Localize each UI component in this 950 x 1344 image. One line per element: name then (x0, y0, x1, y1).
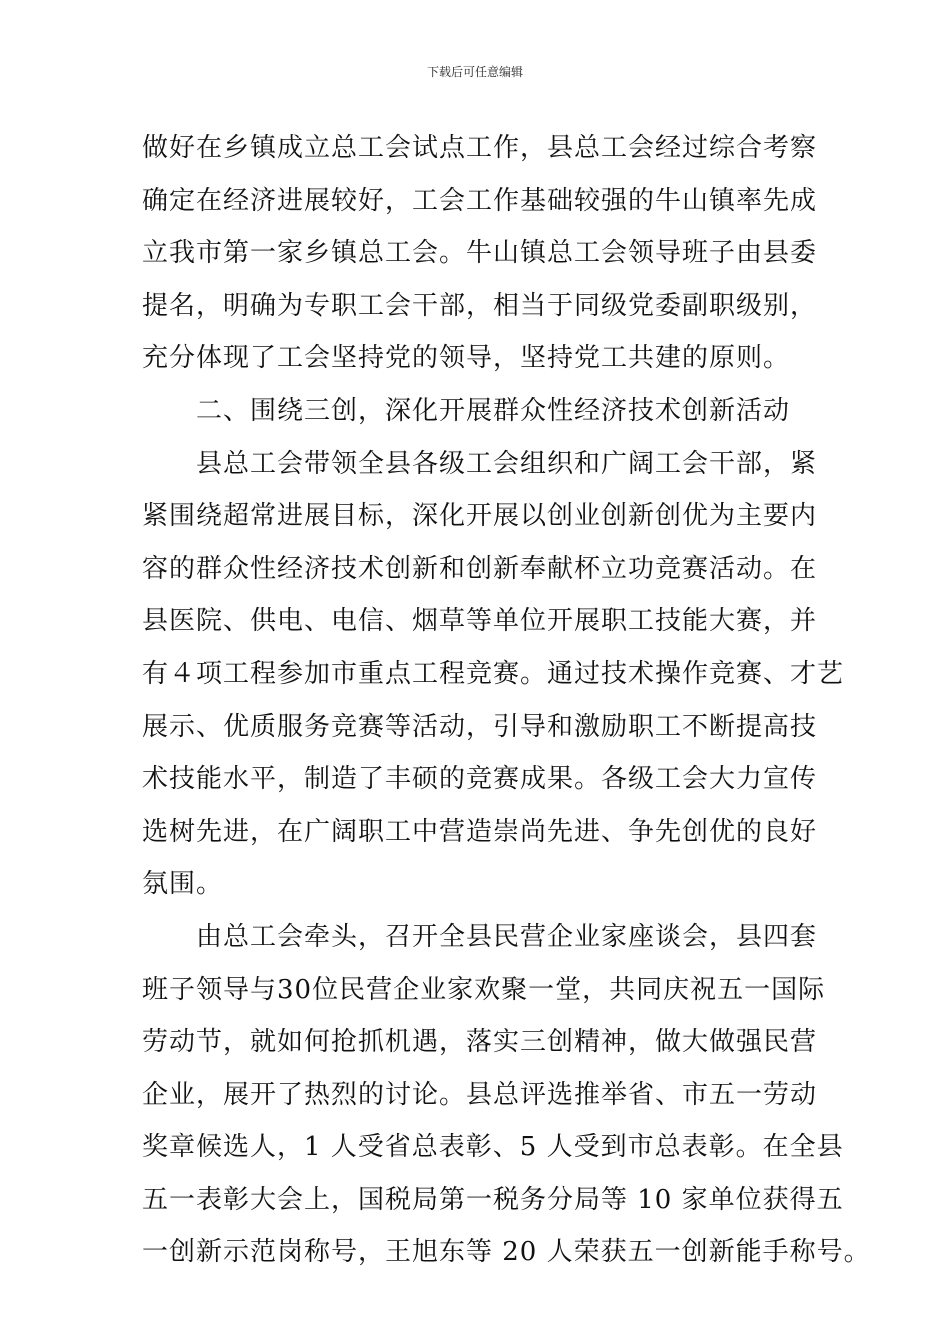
text-line: 奖章候选人，1 人受省总表彰、5 人受到市总表彰。在全县 (142, 1132, 844, 1163)
paragraph-first-line: 由总工会牵头，召开全县民营企业家座谈会，县四套 (196, 921, 818, 952)
text-line: 立我市第一家乡镇总工会。牛山镇总工会领导班子由县委 (142, 238, 818, 269)
text-line: 选树先进，在广阔职工中营造崇尚先进、争先创优的良好 (142, 816, 818, 847)
text-line: 班子领导与30位民营企业家欢聚一堂，共同庆祝五一国际 (142, 974, 826, 1005)
text-line: 劳动节，就如何抢抓机遇，落实三创精神，做大做强民营 (142, 1027, 818, 1058)
text-line: 容的群众性经济技术创新和创新奉献杯立功竞赛活动。在 (142, 553, 818, 584)
text-line: 一创新示范岗称号，王旭东等 20 人荣获五一创新能手称号。 (142, 1237, 871, 1268)
paragraph-first-line: 县总工会带领全县各级工会组织和广阔工会干部，紧 (196, 448, 818, 479)
page-header: 下载后可任意编辑 (426, 65, 523, 79)
text-line: 做好在乡镇成立总工会试点工作，县总工会经过综合考察 (142, 133, 818, 163)
text-line: 展示、优质服务竞赛等活动，引导和激励职工不断提高技 (142, 711, 818, 742)
text-line: 五一表彰大会上，国税局第一税务分局等 10 家单位获得五 (142, 1184, 844, 1215)
text-line: 氛围。 (142, 869, 224, 900)
text-line: 企业，展开了热烈的讨论。县总评选推举省、市五一劳动 (142, 1079, 818, 1110)
document-body (142, 122, 871, 1279)
text-line: 术技能水平，制造了丰硕的竞赛成果。各级工会大力宣传 (142, 764, 818, 795)
text-line: 确定在经济进展较好，工会工作基础较强的牛山镇率先成 (142, 185, 818, 216)
text-line: 县医院、供电、电信、烟草等单位开展职工技能大赛，并 (142, 606, 818, 637)
text-line: 紧围绕超常进展目标，深化开展以创业创新创优为主要内 (142, 501, 818, 532)
text-line: 提名，明确为专职工会干部，相当于同级党委副职级别， (142, 290, 818, 321)
text-line: 有４项工程参加市重点工程竞赛。通过技术操作竞赛、才艺 (142, 658, 845, 689)
text-line: 充分体现了工会坚持党的领导，坚持党工共建的原则。 (142, 343, 791, 374)
section-heading: 二、围绕三创，深化开展群众性经济技术创新活动 (196, 395, 791, 426)
